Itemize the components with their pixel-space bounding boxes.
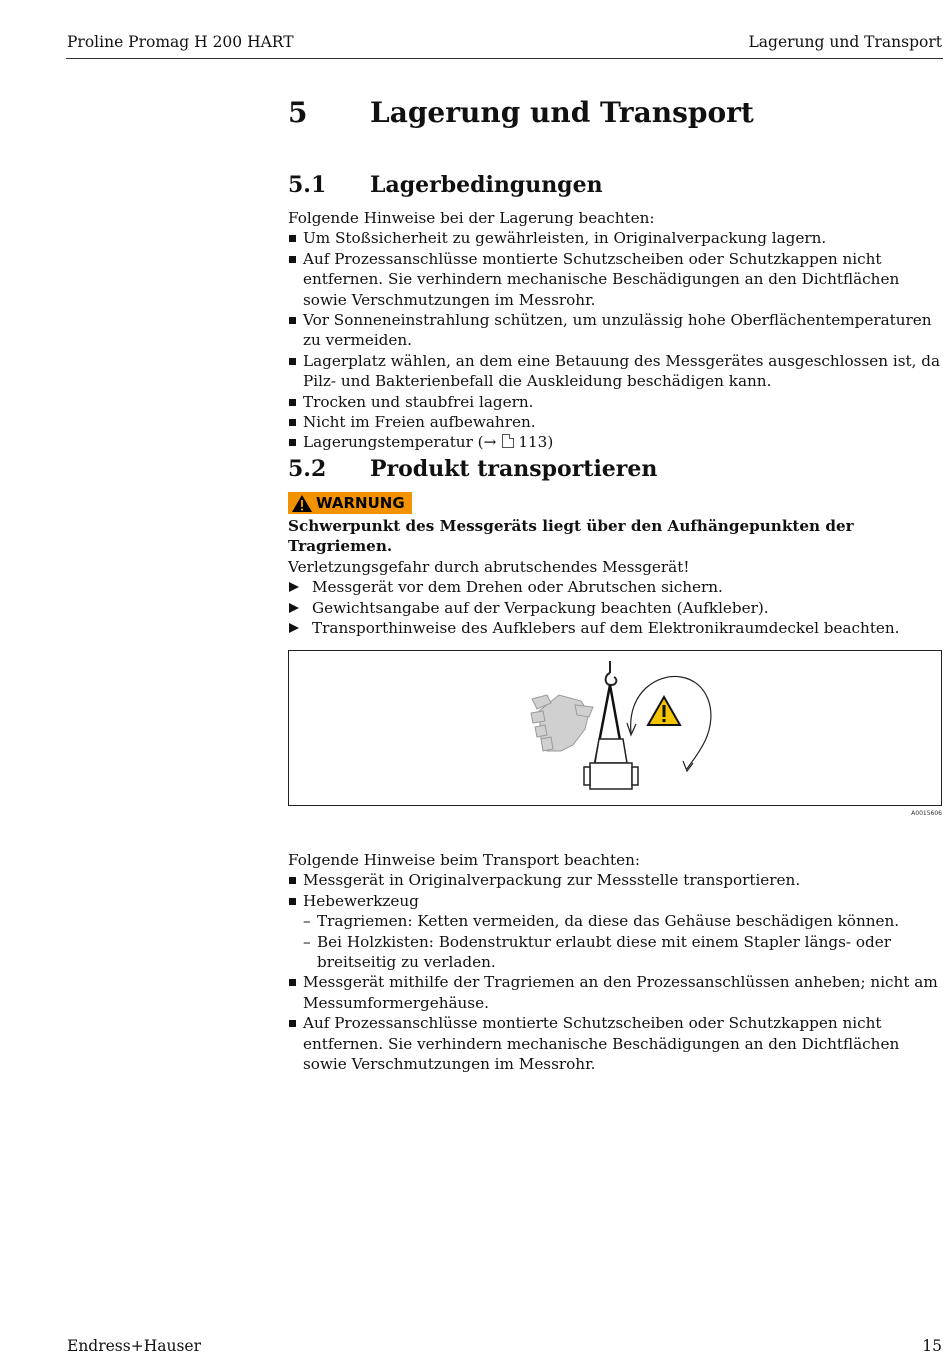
header-chapter-title: Lagerung und Transport [748, 33, 942, 51]
transport-figure [288, 650, 942, 806]
section-number: 5.2 [288, 456, 327, 482]
list-item-label: Hebewerkzeug [303, 891, 419, 910]
section-title: Lagerbedingungen [370, 172, 603, 198]
storage-intro: Folgende Hinweise bei der Lagerung beachten: [288, 209, 655, 227]
chapter-number: 5 [288, 96, 308, 129]
arrow-icon: → [483, 433, 497, 452]
warning-sign-icon [648, 697, 680, 725]
list-item: Nicht im Freien aufbewahren. [288, 412, 944, 432]
list-item: Vor Sonneneinstrahlung schützen, um unzulässig hohe Oberflächentemperaturen zu vermeiden. [288, 310, 944, 351]
footer-brand: Endress+Hauser [67, 1337, 201, 1355]
transport-illustration [289, 651, 941, 805]
list-item: Um Stoßsicherheit zu gewährleisten, in Originalverpackung lagern. [288, 228, 944, 248]
temp-label: Lagerungstemperatur ( [303, 433, 484, 452]
list-item-storage-temperature [288, 432, 944, 452]
list-item-lifting-tool [288, 891, 944, 973]
transport-list [288, 870, 944, 1074]
transport-intro: Folgende Hinweise beim Transport beachten: [288, 851, 640, 869]
chapter-title: Lagerung und Transport [370, 96, 754, 129]
lifting-sublist [303, 911, 944, 972]
list-item: Transporthinweise des Aufklebers auf dem Elektronikraumdeckel beachten. [288, 618, 944, 638]
flowmeter-icon [584, 739, 638, 789]
page-number: 15 [922, 1337, 942, 1355]
warning-triangle-icon [291, 494, 313, 513]
section-heading-transport [288, 456, 657, 482]
list-item: Auf Prozessanschlüsse montierte Schutzscheiben oder Schutzkappen nicht entfernen. Sie verhindern mechanische Beschädigungen an den Dichtflächen sowie Verschmutzungen im Messrohr. [288, 1013, 944, 1074]
section-title: Produkt transportieren [370, 456, 658, 482]
list-item: Auf Prozessanschlüsse montierte Schutzscheiben oder Schutzkappen nicht entfernen. Sie verhindern mechanische Beschädigungen an den Dichtflächen sowie Verschmutzungen im Messrohr. [288, 249, 944, 310]
storage-conditions [288, 208, 944, 453]
crane-hook-icon [606, 661, 617, 685]
sub-list-item: – Tragriemen: Ketten vermeiden, da diese das Gehäuse beschädigen können. [303, 911, 944, 931]
figure-id: A0015606 [911, 810, 942, 817]
section-number: 5.1 [288, 172, 327, 198]
list-item: Gewichtsangabe auf der Verpackung beachten (Aufkleber). [288, 598, 944, 618]
page-reference-link[interactable]: 113 [518, 433, 548, 452]
list-item: Trocken und staubfrei lagern. [288, 392, 944, 412]
hand-icon [531, 695, 593, 751]
list-item: Messgerät in Originalverpackung zur Messstelle transportieren. [288, 870, 944, 890]
storage-list [288, 228, 944, 452]
warning-text: Verletzungsgefahr durch abrutschendes Messgerät! [288, 557, 690, 576]
list-item: Messgerät vor dem Drehen oder Abrutschen sichern. [288, 577, 944, 597]
chapter-heading [288, 96, 754, 129]
list-item: Messgerät mithilfe der Tragriemen an den Prozessanschlüssen anheben; nicht am Messumformergehäuse. [288, 972, 944, 1013]
section-heading-storage [288, 172, 603, 198]
transport-notes [288, 850, 944, 1074]
sub-list-item: – Bei Holzkisten: Bodenstruktur erlaubt diese mit einem Stapler längs- oder breitseitig zu verladen. [303, 932, 944, 973]
warning-label: WARNUNG [316, 494, 405, 512]
warning-title: Schwerpunkt des Messgeräts liegt über den Aufhängepunkten der Tragriemen. [288, 517, 854, 556]
page-reference-icon [502, 434, 514, 448]
warning-block [288, 516, 944, 638]
temp-close: ) [547, 433, 554, 452]
warning-actions [288, 577, 944, 638]
list-item: Lagerplatz wählen, an dem eine Betauung des Messgerätes ausgeschlossen ist, da Pilz- und Bakterienbefall die Auskleidung beschädigen kann. [288, 351, 944, 392]
header-rule [66, 58, 943, 59]
header-product-name: Proline Promag H 200 HART [67, 33, 294, 51]
warning-badge [288, 492, 412, 514]
